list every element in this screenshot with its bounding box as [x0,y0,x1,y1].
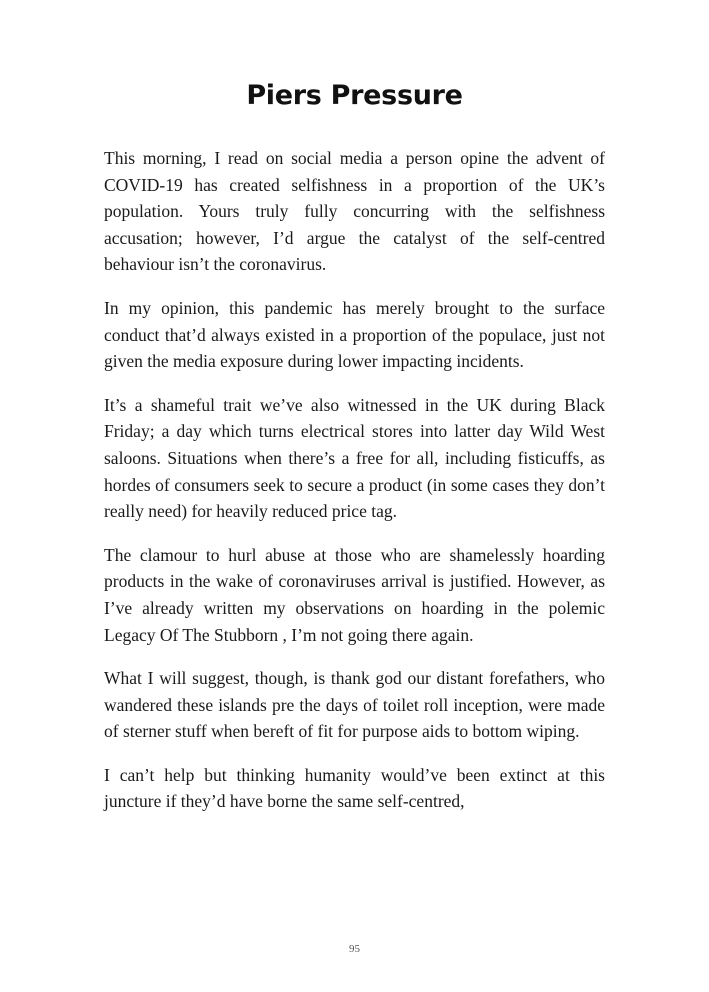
paragraph: In my opinion, this pandemic has merely brought to the surface conduct that’d always existed in a proportion of the populace, just not given the media exposure during lower impacting incidents. [104,297,605,372]
paragraph: I can’t help but thinking humanity would’ve been extinct at this juncture if they’d have borne the same self-centred, [104,764,605,812]
paragraph: The clamour to hurl abuse at those who are shamelessly hoarding products in the wake of coronaviruses arrival is justified. However, as I’ve already written my observations on hoarding in the polemic Legacy Of The Stubborn , I’m not going there again. [104,544,605,645]
page-title: Piers Pressure [246,80,463,111]
paragraph: What I will suggest, though, is thank god our distant forefathers, who wandered these islands pre the days of toilet roll inception, were made of sterner stuff when bereft of fit for purpose aids to bottom wiping. [104,668,605,742]
paragraph: It’s a shameful trait we’ve also witnessed in the UK during Black Friday; a day which turns electrical stores into latter day Wild West saloons. Situations when there’s a free for all, including fisticuffs, as hordes of consumers seek to secure a product (in some cases they don’t really need) for heavily reduced price tag. [104,394,605,522]
page-number: 95 [349,943,360,955]
body-text [104,145,605,832]
paragraph: This morning, I read on social media a person opine the advent of COVID-19 has created selfishness in a proportion of the UK’s population. Yours truly fully concurring with the selfishness accusation; however, I’d argue the catalyst of the self-centred behaviour isn’t the coronavirus. [104,148,605,275]
